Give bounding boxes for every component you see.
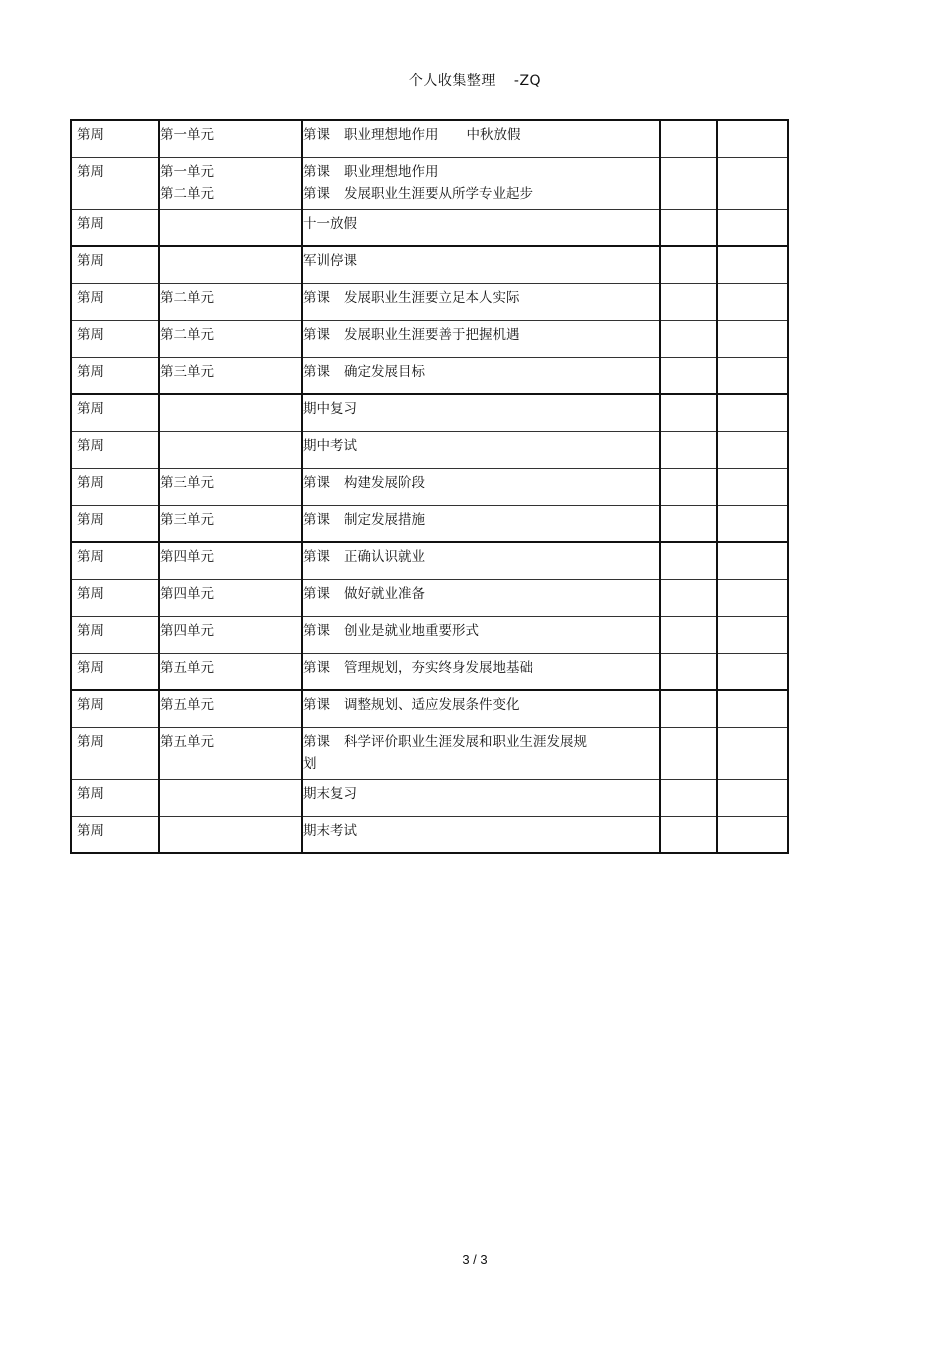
lesson-label: 第课 bbox=[303, 585, 330, 602]
page-header bbox=[0, 70, 950, 90]
lesson-cell bbox=[302, 579, 660, 616]
unit-cell: 第四单元 bbox=[159, 542, 302, 579]
table-row bbox=[71, 283, 788, 320]
lesson-topic: 发展职业生涯要从所学专业起步 bbox=[344, 185, 533, 202]
empty-cell bbox=[717, 394, 788, 431]
lesson-cell bbox=[302, 616, 660, 653]
lesson-cell bbox=[302, 653, 660, 690]
week-cell: 第周 bbox=[71, 653, 159, 690]
empty-cell bbox=[717, 616, 788, 653]
unit-cell: 第三单元 bbox=[159, 468, 302, 505]
table-row bbox=[71, 579, 788, 616]
empty-cell bbox=[717, 542, 788, 579]
week-cell: 第周 bbox=[71, 157, 159, 209]
lesson-topic: 科学评价职业生涯发展和职业生涯发展规 bbox=[344, 733, 587, 750]
week-cell: 第周 bbox=[71, 320, 159, 357]
lesson-cell: 军训停课 bbox=[302, 246, 660, 283]
lesson-topic: 职业理想地作用 bbox=[344, 163, 439, 180]
lesson-label: 第课 bbox=[303, 163, 330, 180]
week-cell: 第周 bbox=[71, 120, 159, 157]
page-number: 3 / 3 bbox=[462, 1252, 488, 1267]
empty-cell bbox=[660, 616, 717, 653]
lesson-cell bbox=[302, 157, 660, 209]
lesson-topic: 发展职业生涯要立足本人实际 bbox=[344, 289, 520, 306]
empty-cell bbox=[717, 283, 788, 320]
lesson-cell: 期末考试 bbox=[302, 816, 660, 853]
lesson-label: 第课 bbox=[303, 474, 330, 491]
lesson-cell bbox=[302, 120, 660, 157]
empty-cell bbox=[717, 727, 788, 779]
table-row bbox=[71, 468, 788, 505]
lesson-cell bbox=[302, 283, 660, 320]
week-cell: 第周 bbox=[71, 283, 159, 320]
schedule-table bbox=[70, 119, 789, 854]
lesson-label: 第课 bbox=[303, 363, 330, 380]
table-row bbox=[71, 357, 788, 394]
lesson-label: 第课 bbox=[303, 549, 330, 565]
empty-cell bbox=[660, 505, 717, 542]
unit-cell bbox=[159, 431, 302, 468]
empty-cell bbox=[660, 357, 717, 394]
lesson-label: 第课 bbox=[303, 289, 330, 306]
empty-cell bbox=[660, 120, 717, 157]
unit-cell: 第三单元 bbox=[159, 505, 302, 542]
empty-cell bbox=[660, 779, 717, 816]
empty-cell bbox=[717, 690, 788, 727]
lesson-cell bbox=[302, 542, 660, 579]
week-cell: 第周 bbox=[71, 579, 159, 616]
lesson-topic: 发展职业生涯要善于把握机遇 bbox=[344, 326, 520, 343]
unit-cell bbox=[159, 394, 302, 431]
empty-cell bbox=[717, 779, 788, 816]
lesson-topic: 正确认识就业 bbox=[344, 549, 425, 565]
lesson-cell: 期末复习 bbox=[302, 779, 660, 816]
lesson-label: 第课 bbox=[303, 127, 330, 143]
empty-cell bbox=[660, 431, 717, 468]
header-title: 个人收集整理 bbox=[408, 73, 496, 89]
unit-cell: 第二单元 bbox=[159, 320, 302, 357]
empty-cell bbox=[660, 394, 717, 431]
week-cell: 第周 bbox=[71, 468, 159, 505]
empty-cell bbox=[660, 209, 717, 246]
week-cell: 第周 bbox=[71, 209, 159, 246]
table-row bbox=[71, 779, 788, 816]
lesson-topic: 确定发展目标 bbox=[344, 363, 425, 380]
lesson-note: 中秋放假 bbox=[466, 127, 521, 143]
week-cell: 第周 bbox=[71, 431, 159, 468]
lesson-cell bbox=[302, 357, 660, 394]
lesson-cell bbox=[302, 690, 660, 727]
lesson-topic: 调整规划、适应发展条件变化 bbox=[344, 697, 520, 713]
header-suffix: -ZQ bbox=[513, 73, 542, 89]
table-row bbox=[71, 320, 788, 357]
empty-cell bbox=[660, 468, 717, 505]
table-row bbox=[71, 246, 788, 283]
lesson-label: 第课 bbox=[303, 185, 330, 202]
lesson-cell bbox=[302, 320, 660, 357]
week-cell: 第周 bbox=[71, 616, 159, 653]
empty-cell bbox=[717, 120, 788, 157]
lesson-topic: 构建发展阶段 bbox=[344, 474, 425, 491]
empty-cell bbox=[660, 579, 717, 616]
unit-cell: 第三单元 bbox=[159, 357, 302, 394]
unit-cell: 第一单元 bbox=[159, 120, 302, 157]
unit-cell bbox=[159, 246, 302, 283]
empty-cell bbox=[660, 653, 717, 690]
unit-cell: 第四单元 bbox=[159, 579, 302, 616]
lesson-label: 第课 bbox=[303, 326, 330, 343]
empty-cell bbox=[717, 653, 788, 690]
week-cell: 第周 bbox=[71, 727, 159, 779]
lesson-topic: 做好就业准备 bbox=[344, 585, 425, 602]
empty-cell bbox=[717, 357, 788, 394]
empty-cell bbox=[717, 431, 788, 468]
week-cell: 第周 bbox=[71, 816, 159, 853]
lesson-label: 第课 bbox=[303, 697, 330, 713]
unit-cell: 第五单元 bbox=[159, 690, 302, 727]
unit-cell bbox=[159, 209, 302, 246]
empty-cell bbox=[660, 246, 717, 283]
unit-cell bbox=[159, 816, 302, 853]
empty-cell bbox=[660, 283, 717, 320]
unit-line: 第二单元 bbox=[160, 185, 214, 202]
table-row bbox=[71, 816, 788, 853]
week-cell: 第周 bbox=[71, 542, 159, 579]
table-row bbox=[71, 727, 788, 779]
week-cell: 第周 bbox=[71, 690, 159, 727]
empty-cell bbox=[717, 209, 788, 246]
week-cell: 第周 bbox=[71, 357, 159, 394]
lesson-topic: 制定发展措施 bbox=[344, 511, 425, 528]
lesson-topic: 创业是就业地重要形式 bbox=[344, 622, 479, 639]
empty-cell bbox=[660, 157, 717, 209]
lesson-cell bbox=[302, 727, 660, 779]
unit-line: 第一单元 bbox=[160, 163, 214, 180]
table-row bbox=[71, 616, 788, 653]
lesson-label: 第课 bbox=[303, 511, 330, 528]
lesson-cell: 十一放假 bbox=[302, 209, 660, 246]
lesson-label: 第课 bbox=[303, 733, 330, 750]
lesson-topic-cont: 划 bbox=[303, 755, 317, 772]
table-row bbox=[71, 690, 788, 727]
lesson-label: 第课 bbox=[303, 622, 330, 639]
lesson-topic: 管理规划，夯实终身发展地基础 bbox=[344, 659, 533, 676]
empty-cell bbox=[660, 320, 717, 357]
week-cell: 第周 bbox=[71, 779, 159, 816]
table-row bbox=[71, 157, 788, 209]
lesson-label: 第课 bbox=[303, 659, 330, 676]
table-row bbox=[71, 394, 788, 431]
week-cell: 第周 bbox=[71, 505, 159, 542]
table-row bbox=[71, 431, 788, 468]
empty-cell bbox=[660, 542, 717, 579]
unit-cell: 第二单元 bbox=[159, 283, 302, 320]
table-row bbox=[71, 505, 788, 542]
unit-cell bbox=[159, 779, 302, 816]
table-row bbox=[71, 542, 788, 579]
empty-cell bbox=[717, 816, 788, 853]
empty-cell bbox=[660, 816, 717, 853]
table-row bbox=[71, 209, 788, 246]
empty-cell bbox=[717, 246, 788, 283]
lesson-cell: 期中考试 bbox=[302, 431, 660, 468]
week-cell: 第周 bbox=[71, 394, 159, 431]
lesson-cell bbox=[302, 468, 660, 505]
table-row bbox=[71, 120, 788, 157]
table-row bbox=[71, 653, 788, 690]
lesson-topic: 职业理想地作用 bbox=[344, 127, 439, 143]
empty-cell bbox=[717, 320, 788, 357]
unit-cell: 第五单元 bbox=[159, 727, 302, 779]
empty-cell bbox=[717, 157, 788, 209]
empty-cell bbox=[660, 727, 717, 779]
empty-cell bbox=[717, 505, 788, 542]
unit-cell bbox=[159, 157, 302, 209]
unit-cell: 第五单元 bbox=[159, 653, 302, 690]
lesson-cell bbox=[302, 505, 660, 542]
lesson-cell: 期中复习 bbox=[302, 394, 660, 431]
empty-cell bbox=[660, 690, 717, 727]
week-cell: 第周 bbox=[71, 246, 159, 283]
unit-cell: 第四单元 bbox=[159, 616, 302, 653]
empty-cell bbox=[717, 468, 788, 505]
empty-cell bbox=[717, 579, 788, 616]
